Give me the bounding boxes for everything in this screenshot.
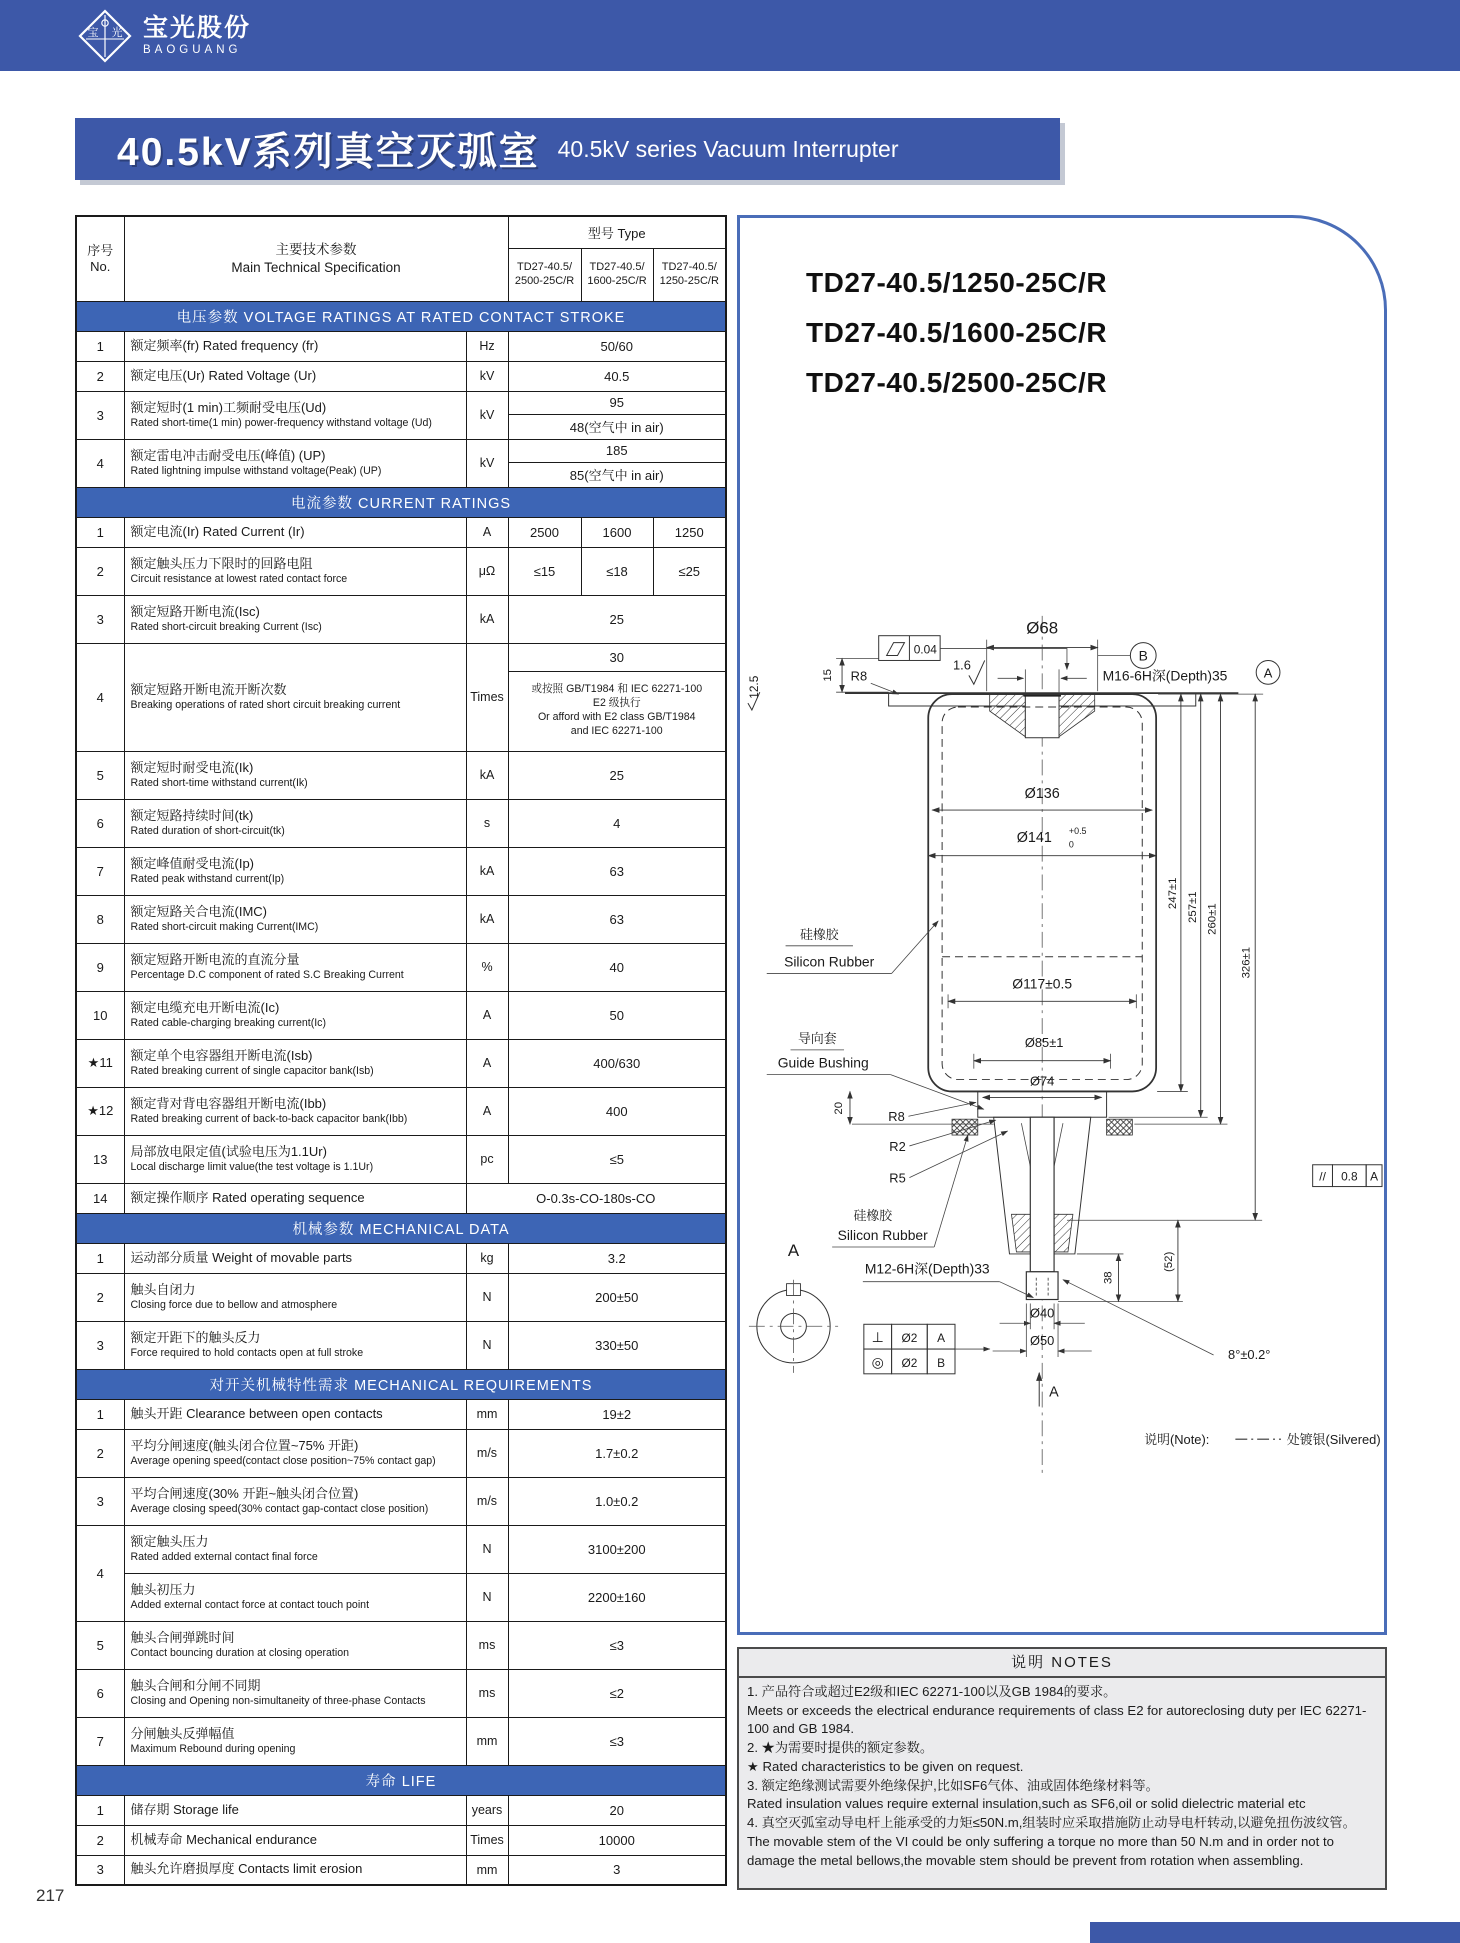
part-label-en: Silicon Rubber [837,1227,928,1244]
row-description: 额定单个电容器组开断电流(Isb) Rated breaking current of single capacitor bank(Isb) [124,1039,466,1087]
logo-name-en: BAOGUANG [143,43,242,56]
table-row [76,1477,726,1525]
dim-tol-upper: +0.5 [1068,825,1087,836]
row-description: 储存期 Storage life [124,1795,466,1825]
row-value: 1.0±0.2 [508,1477,726,1525]
technical-drawing [740,218,1384,1632]
gdt-symbol: // [1319,1169,1326,1184]
thread-callout-m12 [863,1261,1033,1298]
row-value: 63 [508,895,726,943]
row-unit: % [466,943,508,991]
row-unit: kg [466,1243,508,1273]
row-description: 触头开距 Clearance between open contacts [124,1399,466,1429]
table-row [76,1525,726,1573]
row-unit: N [466,1525,508,1573]
row-description: 额定频率(fr) Rated frequency (fr) [124,331,466,361]
row-description: 平均合闸速度(30% 开距~触头闭合位置) Average closing speed(30% contact gap-contact close position) [124,1477,466,1525]
row-description: 额定电流(Ir) Rated Current (Ir) [124,517,466,547]
model-column-header: TD27-40.5/ 1250-25C/R [653,248,726,301]
gdt-tolerance: Ø2 [901,1331,918,1346]
dimension-dia40 [1000,1303,1085,1329]
note-line-cn: 1. 产品符合或超过E2级和IEC 62271-100以及GB 1984的要求。 [747,1684,1117,1699]
section-banner [76,487,726,517]
row-unit: kV [466,361,508,391]
dim-label: Ø117±0.5 [1012,975,1073,992]
section-banner [76,1765,726,1795]
radius-label: R2 [889,1138,906,1154]
table-row [76,1243,726,1273]
roughness-value: 1.6 [952,657,971,673]
thread-label: M16-6H深(Depth)35 [1102,667,1228,684]
row-description: 平均分闸速度(触头闭合位置~75% 开距) Average opening speed(contact close position~75% contact gap) [124,1429,466,1477]
table-row [76,1399,726,1429]
row-unit: mm [466,1399,508,1429]
logo-char-right: 光 [111,26,123,39]
row-value: 50/60 [508,331,726,361]
silvered-note-suffix: 处镀银(Silvered) [1286,1432,1381,1448]
baoguang-logo [78,9,251,63]
table-row [76,1621,726,1669]
row-value: 25 [508,751,726,799]
table-row [76,1039,726,1087]
logo-char-left: 宝 [87,26,99,39]
table-row [76,391,726,439]
row-description: 触头自闭力 Closing force due to bellow and atmosphere [124,1273,466,1321]
row-value: ≤3 [508,1717,726,1765]
dim-label: Ø74 [1030,1073,1055,1089]
model-column-header: TD27-40.5/ 1600-25C/R [581,248,653,301]
drawing-panel [737,215,1387,1635]
dimension-dia136 [932,786,1152,810]
row-number: 2 [76,1825,124,1855]
table-row [76,1795,726,1825]
dimension-angle8 [1063,1280,1270,1362]
row-unit: kA [466,847,508,895]
row-description: 额定短路开断电流(Isc) Rated short-circuit breaking Current (Isc) [124,595,466,643]
table-row [76,1135,726,1183]
flatness-frame [879,636,1067,673]
row-value: ≤3 [508,1621,726,1669]
row-number: 2 [76,1273,124,1321]
row-unit: μΩ [466,547,508,595]
table-row [76,1321,726,1369]
note-line-en: The movable stem of the VI could be only suffering a torque no more than 50 N.m and in order not to damage the metal bellows,the movable stem should be prevent from rotation when assembling. [747,1833,1334,1868]
table-row [76,643,726,751]
row-number: 4 [76,643,124,751]
dim-label: Ø85±1 [1024,1034,1064,1050]
dim-tol-lower: 0 [1068,839,1074,850]
row-description: 触头合闸和分闸不同期 Closing and Opening non-simultaneity of three-phase Contacts [124,1669,466,1717]
row-description: 额定操作顺序 Rated operating sequence [124,1183,466,1213]
row-unit: Times [466,1825,508,1855]
model-name: TD27-40.5/1600-25C/R [806,317,1108,348]
table-row [76,1087,726,1135]
page-title-cn: 40.5kV系列真空灭弧室 [117,131,540,174]
section-banner [76,301,726,331]
flatness-value: 0.04 [913,642,937,657]
gdt-tolerance: 0.8 [1341,1169,1358,1184]
roughness-value: 12.5 [746,675,761,699]
row-unit: A [466,991,508,1039]
gdt-datum: A [937,1331,946,1346]
radius-callouts [888,1102,1007,1185]
radius-label: R5 [889,1170,906,1186]
notes-panel [737,1647,1387,1890]
row-description: 额定背对背电容器组开断电流(Ibb) Rated breaking current of back-to-back capacitor bank(Ibb) [124,1087,466,1135]
row-value: 30 或按照 GB/T1984 和 IEC 62271-100 E2 级执行 Or afford with E2 class GB/T1984 and IEC 62271-100 [508,643,726,751]
silicon-rubber-callout-upper [767,921,938,974]
page-title-en: 40.5kV series Vacuum Interrupter [557,135,899,162]
row-number: 3 [76,1477,124,1525]
row-unit: s [466,799,508,847]
row-number: ★12 [76,1087,124,1135]
row-unit: mm [466,1717,508,1765]
radius-label: R8 [850,668,868,684]
row-description: 额定峰值耐受电流(Ip) Rated peak withstand current(Ip) [124,847,466,895]
row-unit: years [466,1795,508,1825]
roughness-12-5 [747,675,761,710]
row-description: 触头允许磨损厚度 Contacts limit erosion [124,1855,466,1885]
row-description: 额定触头压力 Rated added external contact final force [124,1525,466,1573]
dim-label: Ø50 [1030,1333,1055,1349]
page-number: 217 [36,1886,65,1905]
section-banner [76,1369,726,1399]
row-description: 机械寿命 Mechanical endurance [124,1825,466,1855]
gdt-datum: A [1370,1169,1379,1184]
table-row [76,331,726,361]
view-label: A [1049,1384,1059,1401]
dim-label: 20 [833,1101,846,1115]
row-description: 分闸触头反弹幅值 Maximum Rebound during opening [124,1717,466,1765]
row-value: 19±2 [508,1399,726,1429]
row-description: 额定电缆充电开断电流(Ic) Rated cable-charging breaking current(Ic) [124,991,466,1039]
dim-label: Ø40 [1030,1305,1055,1321]
row-number: 9 [76,943,124,991]
table-row [76,1825,726,1855]
part-label-cn: 硅橡胶 [853,1208,893,1224]
row-value: 185 85(空气中 in air) [508,439,726,487]
row-value: 10000 [508,1825,726,1855]
row-description: 额定短路开断电流开断次数 Breaking operations of rated short circuit breaking current [124,643,466,751]
row-unit: m/s [466,1477,508,1525]
row-value: 25 [508,595,726,643]
row-description: 额定触头压力下限时的回路电阻 Circuit resistance at lowest rated contact force [124,547,466,595]
row-number: 2 [76,547,124,595]
table-row [76,595,726,643]
row-number: 4 [76,439,124,487]
row-unit: kA [466,595,508,643]
row-number: 1 [76,1795,124,1825]
row-unit: Hz [466,331,508,361]
note-line-en: ★ Rated characteristics to be given on request. [747,1758,1024,1774]
row-number: 6 [76,1669,124,1717]
table-row [76,943,726,991]
row-description: 触头初压力 Added external contact force at contact touch point [124,1573,466,1621]
table-row [76,895,726,943]
row-value: 200±50 [508,1273,726,1321]
datum-label: B [1138,647,1148,664]
table-row [76,1669,726,1717]
row-value: 2500 [508,517,581,547]
dim-label: 260±1 [1206,903,1219,935]
row-value: 3 [508,1855,726,1885]
model-name: TD27-40.5/2500-25C/R [806,367,1108,398]
row-unit: kA [466,895,508,943]
silvered-note [1144,1432,1380,1447]
note-line-cn: 3. 额定绝缘测试需要外绝缘保护,比如SF6气体、油或固体绝缘材料等。 [747,1777,1159,1793]
row-description: 额定开距下的触头反力 Force required to hold contacts open at full stroke [124,1321,466,1369]
note-line-en: Meets or exceeds the electrical endurance requirements of class E2 for autoreclosing duty per IEC 62271-100 and GB 1984. [747,1702,1367,1737]
dimension-dia74 [983,1074,1102,1098]
dim-label: (52) [1162,1251,1175,1272]
row-number: 7 [76,1717,124,1765]
row-value: 40.5 [508,361,726,391]
row-number: 2 [76,361,124,391]
header-type: 型号 Type [508,216,726,248]
row-value: ≤15 [508,547,581,595]
header-no: 序号 No. [76,216,124,301]
row-description: 触头合闸弹跳时间 Contact bouncing duration at closing operation [124,1621,466,1669]
roughness-1-6 [953,657,985,684]
row-unit: kA [466,751,508,799]
row-unit: pc [466,1135,508,1183]
row-value: 1600 [581,517,653,547]
baoguang-logo-mark-icon [78,9,132,63]
gdt-symbol: ◎ [871,1353,884,1370]
table-row [76,1183,726,1213]
dim-label: 326±1 [1240,946,1253,979]
parallelism-frame [1313,1165,1382,1187]
thread-callout-m16 [1103,660,1280,684]
row-value: 330±50 [508,1321,726,1369]
top-banner [0,0,1460,71]
row-value: ≤2 [508,1669,726,1717]
row-value: O-0.3s-CO-180s-CO [466,1183,726,1213]
section-banner [76,1213,726,1243]
page-title-banner [75,118,1060,180]
table-row [76,1717,726,1765]
part-label-en: Guide Bushing [777,1054,869,1071]
table-header-row [76,216,726,248]
dim-label: Ø68 [1026,618,1059,638]
dim-label: 257±1 [1186,891,1199,923]
table-row [76,847,726,895]
section-label: A [787,1240,800,1260]
dim-label: 8°±0.2° [1228,1346,1271,1362]
dim-label: Ø136 [1024,786,1060,803]
row-number: 8 [76,895,124,943]
section-banner-label: 对开关机械特性需求 MECHANICAL REQUIREMENTS [76,1369,726,1399]
row-number: 2 [76,1429,124,1477]
row-description: 额定短时(1 min)工频耐受电压(Ud) Rated short-time(1 min) power-frequency withstand voltage (Ud) [124,391,466,439]
thread-label: M12-6H深(Depth)33 [864,1260,990,1277]
row-description: 额定电压(Ur) Rated Voltage (Ur) [124,361,466,391]
gdt-datum: B [937,1355,946,1370]
gdt-tolerance: Ø2 [901,1355,918,1370]
row-value: ≤18 [581,547,653,595]
section-banner-label: 电压参数 VOLTAGE RATINGS AT RATED CONTACT STROKE [76,301,726,331]
row-unit: Times [466,643,508,751]
row-value: 1.7±0.2 [508,1429,726,1477]
gdt-frame [864,1324,990,1374]
row-number: 5 [76,1621,124,1669]
section-banner-label: 寿命 LIFE [76,1765,726,1795]
row-number: 1 [76,1243,124,1273]
dim-label: Ø141 [1016,829,1052,846]
dim-label: 38 [1102,1271,1115,1285]
radius-label: R8 [888,1109,905,1125]
row-unit: kV [466,439,508,487]
part-label-cn: 导向套 [797,1030,837,1046]
row-number: ★11 [76,1039,124,1087]
table-row [76,1273,726,1321]
logo-name-cn: 宝光股份 [143,14,252,43]
row-description: 额定短路持续时间(tk) Rated duration of short-circuit(tk) [124,799,466,847]
table-row [76,517,726,547]
datum-b [1098,643,1156,669]
row-unit: mm [466,1855,508,1885]
dim-label: 15 [822,668,835,682]
silvered-note-prefix: 说明(Note): [1144,1432,1210,1448]
row-description: 局部放电限定值(试验电压为1.1Ur) Local discharge limit value(the test voltage is 1.1Ur) [124,1135,466,1183]
table-row [76,991,726,1039]
row-description: 运动部分质量 Weight of movable parts [124,1243,466,1273]
row-number: 1 [76,1399,124,1429]
radius-r8-top [851,668,899,694]
row-number: 13 [76,1135,124,1183]
table-row [76,1429,726,1477]
bottom-strip [1090,1922,1460,1943]
table-row [76,799,726,847]
row-number: 3 [76,595,124,643]
row-unit: A [466,1039,508,1087]
row-number: 1 [76,517,124,547]
notes-body [739,1678,1385,1875]
note-line-cn: 2. ★为需要时提供的额定参数。 [747,1740,934,1756]
row-number: 5 [76,751,124,799]
row-description: 额定短路关合电流(IMC) Rated short-circuit making Current(IMC) [124,895,466,943]
row-description: 额定短路开断电流的直流分量 Percentage D.C component of rated S.C Breaking Current [124,943,466,991]
row-unit: N [466,1273,508,1321]
row-value: 400/630 [508,1039,726,1087]
part-label-en: Silicon Rubber [784,953,875,970]
row-unit: ms [466,1669,508,1717]
table-row [76,751,726,799]
note-line-en: Rated insulation values require external insulation,such as SF6,oil or solid dielectric material etc [747,1796,1306,1812]
row-description: 额定短时耐受电流(Ik) Rated short-time withstand current(Ik) [124,751,466,799]
section-banner-label: 机械参数 MECHANICAL DATA [76,1213,726,1243]
row-number: 10 [76,991,124,1039]
row-number: 4 [76,1525,124,1621]
row-number: 3 [76,1855,124,1885]
row-number: 3 [76,1321,124,1369]
row-unit: A [466,517,508,547]
notes-title: 说明 NOTES [739,1649,1385,1678]
section-banner-label: 电流参数 CURRENT RATINGS [76,487,726,517]
dim-label: 247±1 [1166,877,1179,910]
table-row [76,1573,726,1621]
row-unit: ms [466,1621,508,1669]
section-a-view [749,1241,838,1373]
row-value: 20 [508,1795,726,1825]
datum-label: A [1263,665,1273,681]
header-spec: 主要技术参数 Main Technical Specification [124,216,508,301]
model-name: TD27-40.5/1250-25C/R [806,267,1108,298]
height-dimensions [1067,694,1263,1220]
row-unit: N [466,1321,508,1369]
table-row [76,547,726,595]
row-value: 1250 [653,517,726,547]
row-value: ≤25 [653,547,726,595]
row-number: 14 [76,1183,124,1213]
dimension-52 [1163,1220,1178,1301]
row-number: 1 [76,331,124,361]
row-value: 40 [508,943,726,991]
spec-table [75,215,727,1886]
table-row [76,361,726,391]
row-value: 2200±160 [508,1573,726,1621]
row-value: ≤5 [508,1135,726,1183]
row-value: 95 48(空气中 in air) [508,391,726,439]
logo-text [143,15,251,55]
row-value: 4 [508,799,726,847]
row-unit: N [466,1573,508,1621]
table-row [76,439,726,487]
row-description: 额定雷电冲击耐受电压(峰值) (UP) Rated lightning impulse withstand voltage(Peak) (UP) [124,439,466,487]
guide-bushing-callout [767,1031,984,1109]
row-number: 6 [76,799,124,847]
gdt-symbol: ⊥ [871,1329,884,1346]
row-number: 3 [76,391,124,439]
row-value: 63 [508,847,726,895]
row-value: 400 [508,1087,726,1135]
note-line-cn: 4. 真空灭弧室动导电杆上能承受的力矩≤50N.m,组装时应采取措施防止动导电杆转动,以避免扭伤波纹管。 [747,1815,1356,1831]
row-unit: kV [466,391,508,439]
row-unit: m/s [466,1429,508,1477]
row-number: 7 [76,847,124,895]
row-value: 50 [508,991,726,1039]
part-label-cn: 硅橡胶 [799,926,839,942]
row-value: 3.2 [508,1243,726,1273]
row-unit: A [466,1087,508,1135]
table-row [76,1855,726,1885]
row-value: 3100±200 [508,1525,726,1573]
model-column-header: TD27-40.5/ 2500-25C/R [508,248,581,301]
